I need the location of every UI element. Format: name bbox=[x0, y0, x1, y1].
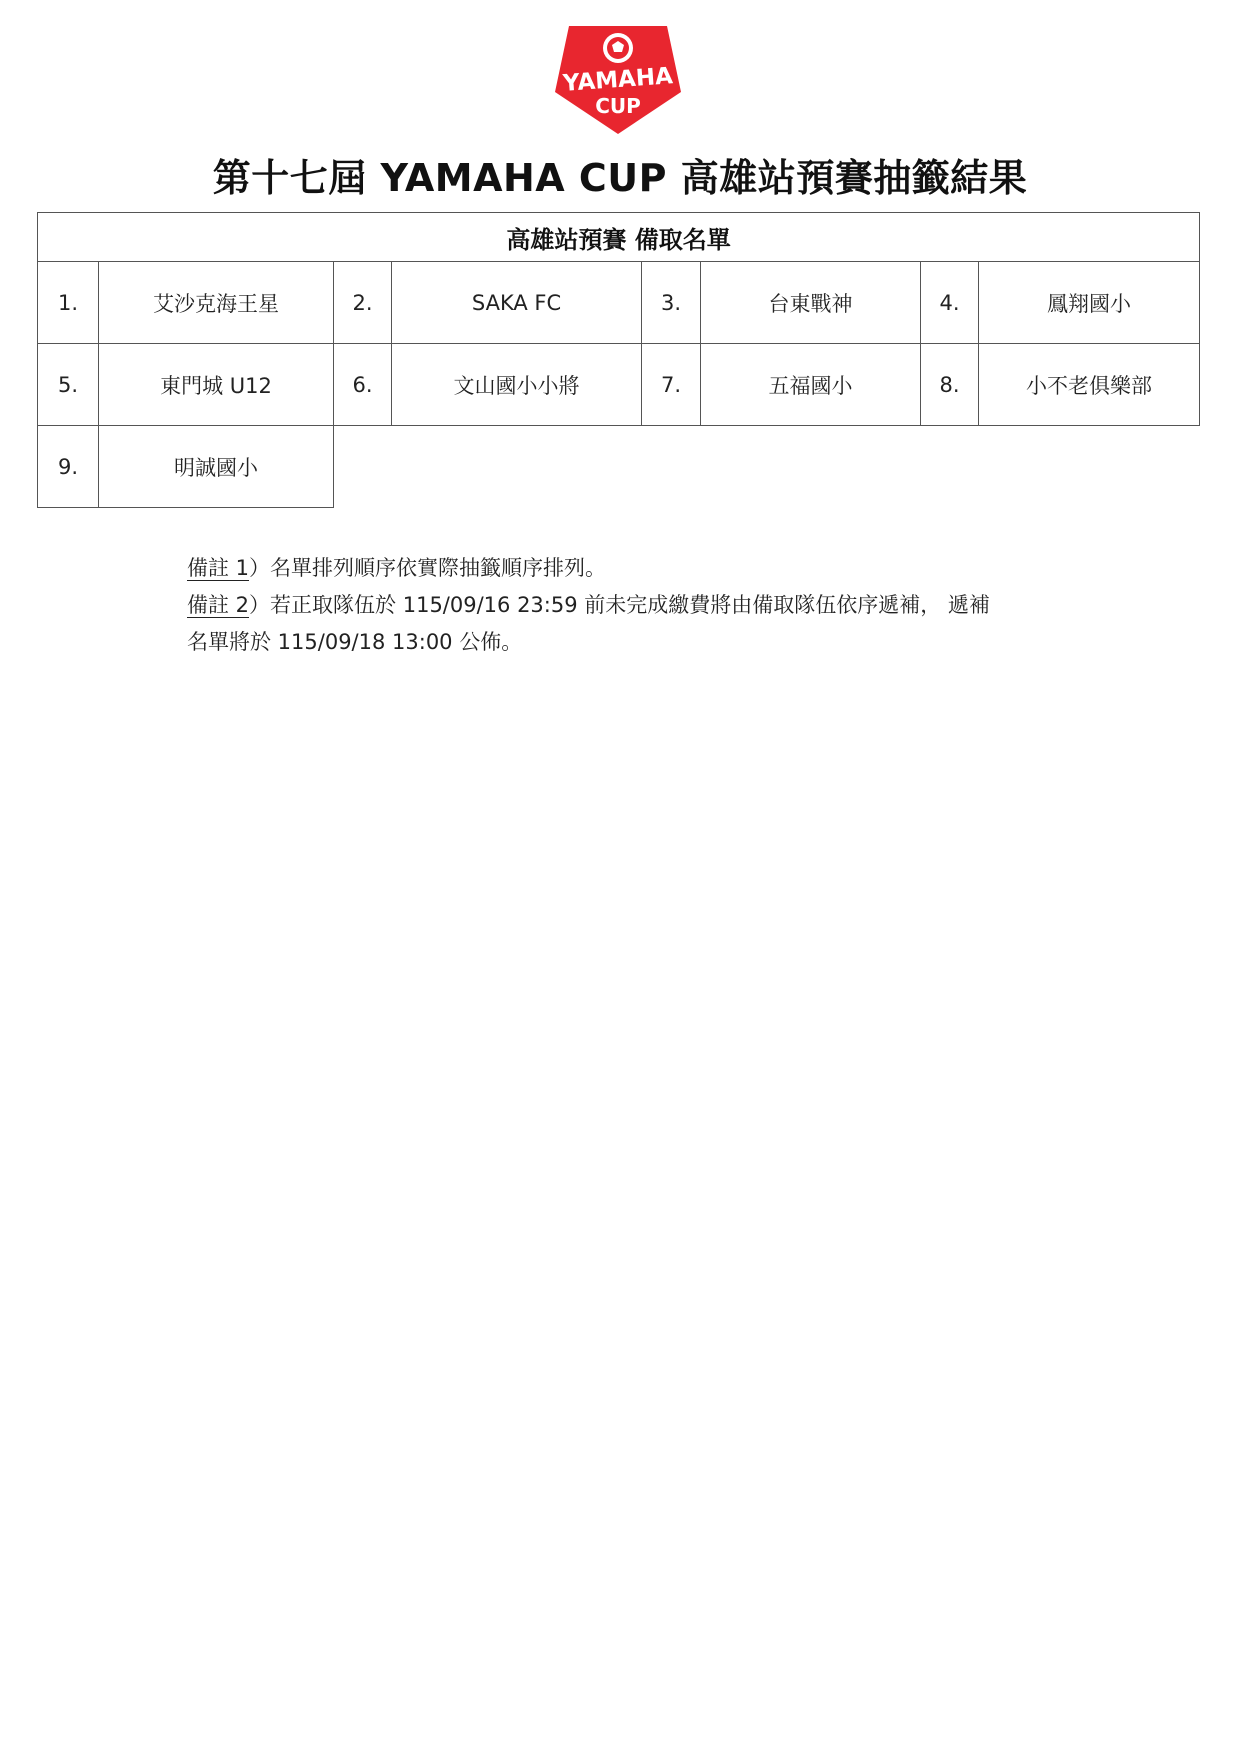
reserve-list-table bbox=[37, 212, 1200, 508]
team-name: 台東戰神 bbox=[701, 262, 921, 344]
soccer-ball-icon bbox=[603, 33, 633, 63]
note-text: ）名單排列順序依實際抽籤順序排列。 bbox=[249, 556, 607, 580]
logo-text-yamaha: YAMAHA bbox=[562, 63, 674, 97]
note-text: ）若正取隊伍於 115/09/16 23:59 前未完成繳費將由備取隊伍依序遞補， 遞補 bbox=[249, 593, 990, 617]
team-name: 艾沙克海王星 bbox=[99, 262, 334, 344]
team-name: 文山國小小將 bbox=[392, 344, 642, 426]
note-tag: 備註 2 bbox=[187, 593, 250, 617]
page-title: 第十七屆 YAMAHA CUP 高雄站預賽抽籤結果 bbox=[212, 156, 1028, 200]
note-line bbox=[187, 550, 1067, 587]
empty-cell bbox=[334, 426, 1200, 508]
team-name: 小不老俱樂部 bbox=[979, 344, 1200, 426]
team-number: 7. bbox=[642, 344, 701, 426]
note-line: 名單將於 115/09/18 13:00 公佈。 bbox=[187, 630, 523, 654]
yamaha-cup-logo bbox=[555, 26, 681, 134]
team-number: 2. bbox=[334, 262, 392, 344]
table-header-row bbox=[38, 213, 1200, 262]
team-name: SAKA FC bbox=[392, 262, 642, 344]
team-number: 3. bbox=[642, 262, 701, 344]
note-tag: 備註 1 bbox=[187, 556, 250, 580]
team-name: 東門城 U12 bbox=[99, 344, 334, 426]
team-number: 1. bbox=[38, 262, 99, 344]
team-name: 五福國小 bbox=[701, 344, 921, 426]
notes-section bbox=[187, 550, 1067, 661]
team-number: 6. bbox=[334, 344, 392, 426]
team-name: 明誠國小 bbox=[99, 426, 334, 508]
logo-text-cup: CUP bbox=[595, 94, 641, 118]
team-name: 鳳翔國小 bbox=[979, 262, 1200, 344]
note-line bbox=[187, 587, 1067, 624]
team-number: 8. bbox=[921, 344, 979, 426]
table-row bbox=[38, 426, 1200, 508]
table-row bbox=[38, 344, 1200, 426]
table-header: 高雄站預賽 備取名單 bbox=[38, 213, 1200, 262]
table-row bbox=[38, 262, 1200, 344]
team-number: 9. bbox=[38, 426, 99, 508]
team-number: 5. bbox=[38, 344, 99, 426]
team-number: 4. bbox=[921, 262, 979, 344]
